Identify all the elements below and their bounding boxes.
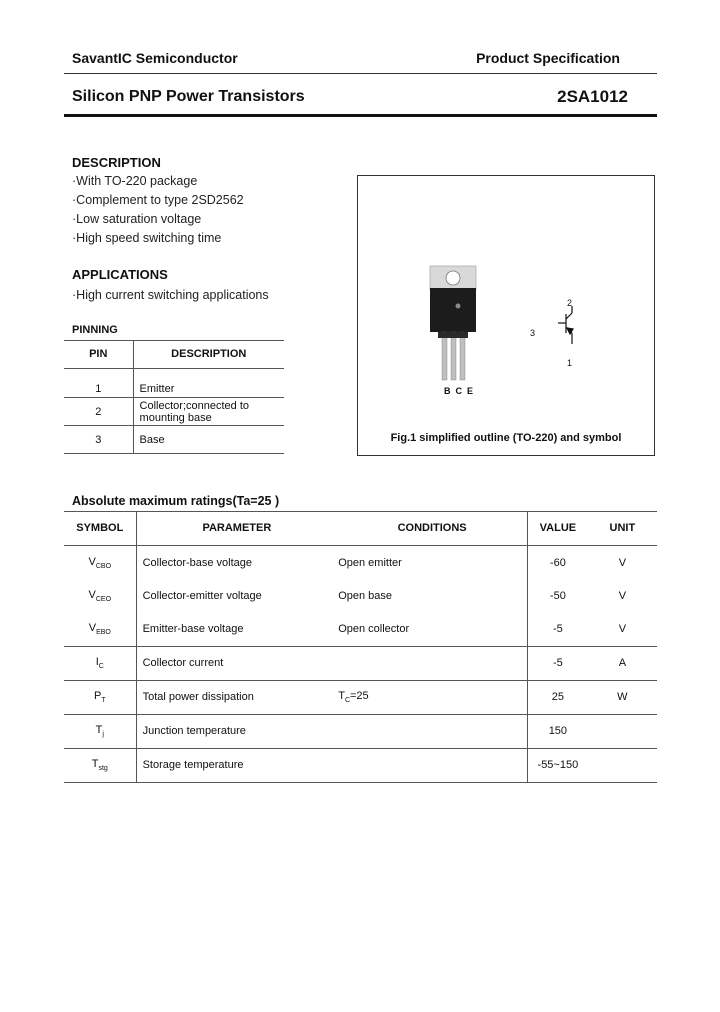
conditions-cell: Open base bbox=[338, 590, 393, 602]
spec-label: Product Specification bbox=[476, 50, 620, 66]
unit-cell: V bbox=[618, 590, 627, 602]
unit-cell: V bbox=[588, 613, 657, 647]
pin-number: 3 bbox=[64, 426, 133, 454]
conditions-cell bbox=[337, 646, 527, 680]
table-row bbox=[64, 680, 657, 714]
unit-cell bbox=[588, 748, 657, 782]
leg-label-b: B bbox=[444, 386, 456, 396]
symbol-label-collector: 2 bbox=[567, 298, 573, 308]
symbol-cell: $V_{EBO}$ bbox=[64, 613, 136, 647]
pin-description: Collector;connected to mounting base bbox=[139, 399, 249, 424]
description-title: DESCRIPTION bbox=[72, 155, 161, 170]
pin-description: Emitter bbox=[139, 383, 175, 395]
table-row bbox=[64, 398, 284, 426]
value-cell: -60 bbox=[528, 546, 588, 580]
conditions-cell: Open collector bbox=[337, 613, 527, 647]
parameter-cell: Emitter-base voltage bbox=[136, 613, 337, 647]
title-rule bbox=[64, 114, 657, 117]
symbol-label-base: 3 bbox=[530, 328, 536, 338]
pin-description-header: DESCRIPTION bbox=[171, 348, 247, 360]
company-name: SavantIC Semiconductor bbox=[72, 50, 238, 66]
parameter-cell: Total power dissipation bbox=[136, 680, 337, 714]
value-cell: -5 bbox=[528, 613, 588, 647]
symbol-cell: $I_C$ bbox=[64, 646, 136, 680]
conditions-cell: Open emitter bbox=[338, 556, 402, 569]
conditions-cell: $T_C=25$ bbox=[337, 680, 527, 714]
to220-package-illustration bbox=[358, 176, 654, 426]
value-cell: 150 bbox=[528, 714, 588, 748]
leg-label-c: C bbox=[455, 386, 467, 396]
pin-number: 1 bbox=[64, 369, 133, 398]
header-rule bbox=[64, 73, 657, 74]
parameter-cell: Collector current bbox=[136, 646, 337, 680]
pinning-title: PINNING bbox=[72, 324, 118, 336]
symbol-cell: $T_{stg}$ bbox=[64, 748, 136, 782]
table-row bbox=[64, 580, 657, 613]
leg-labels bbox=[444, 386, 478, 396]
description-item: ·High speed switching time bbox=[72, 231, 222, 245]
parameter-cell: Collector-emitter voltage bbox=[142, 590, 262, 602]
table-row bbox=[64, 714, 657, 748]
symbol-cell: $V_{CBO}$ bbox=[64, 546, 136, 580]
symbol-label-emitter: 1 bbox=[567, 358, 573, 368]
value-cell: 25 bbox=[528, 680, 588, 714]
part-number: 2SA1012 bbox=[557, 87, 628, 106]
pin-number: 2 bbox=[64, 398, 133, 426]
pin-description: Base bbox=[139, 433, 165, 446]
figure-box bbox=[357, 175, 655, 456]
ratings-table bbox=[64, 511, 657, 783]
conditions-cell bbox=[337, 714, 527, 748]
leg-label-e: E bbox=[467, 386, 479, 396]
unit-cell: W bbox=[588, 680, 657, 714]
unit-cell: A bbox=[588, 646, 657, 680]
parameter-cell: Collector-base voltage bbox=[142, 556, 253, 569]
applications-item: ·High current switching applications bbox=[72, 288, 269, 302]
value-header: VALUE bbox=[528, 511, 588, 546]
table-row bbox=[64, 613, 657, 647]
parameter-cell: Junction temperature bbox=[136, 714, 337, 748]
figure-caption: Fig.1 simplified outline (TO-220) and symbol bbox=[390, 432, 622, 444]
value-cell: -50 bbox=[528, 580, 588, 613]
conditions-header: CONDITIONS bbox=[337, 511, 527, 546]
table-row bbox=[64, 646, 657, 680]
pin-header: PIN bbox=[64, 340, 133, 369]
conditions-cell bbox=[337, 748, 527, 782]
table-row bbox=[64, 546, 657, 580]
value-cell: -5 bbox=[528, 646, 588, 680]
description-item: ·Complement to type 2SD2562 bbox=[72, 193, 244, 207]
symbol-cell: $P_T$ bbox=[64, 680, 136, 714]
symbol-cell: $T_j$ bbox=[64, 714, 136, 748]
document-title: Silicon PNP Power Transistors bbox=[72, 88, 305, 105]
pnp-transistor-symbol-icon bbox=[558, 306, 573, 344]
table-row bbox=[64, 748, 657, 782]
parameter-header: PARAMETER bbox=[136, 511, 337, 546]
unit-header: UNIT bbox=[588, 511, 657, 546]
symbol-cell: $V_{CEO}$ bbox=[64, 580, 136, 613]
unit-cell bbox=[588, 714, 657, 748]
pinning-table bbox=[64, 340, 284, 454]
description-item: ·With TO-220 package bbox=[72, 174, 198, 188]
value-cell: -55~150 bbox=[528, 748, 588, 782]
table-row bbox=[64, 426, 284, 454]
parameter-cell: Storage temperature bbox=[136, 748, 337, 782]
symbol-header: SYMBOL bbox=[64, 511, 136, 546]
unit-cell: V bbox=[618, 556, 627, 569]
ratings-title: Absolute maximum ratings(Ta=25 ) bbox=[72, 494, 280, 508]
description-item: ·Low saturation voltage bbox=[72, 212, 202, 226]
applications-title: APPLICATIONS bbox=[72, 267, 168, 282]
table-row bbox=[64, 369, 284, 398]
